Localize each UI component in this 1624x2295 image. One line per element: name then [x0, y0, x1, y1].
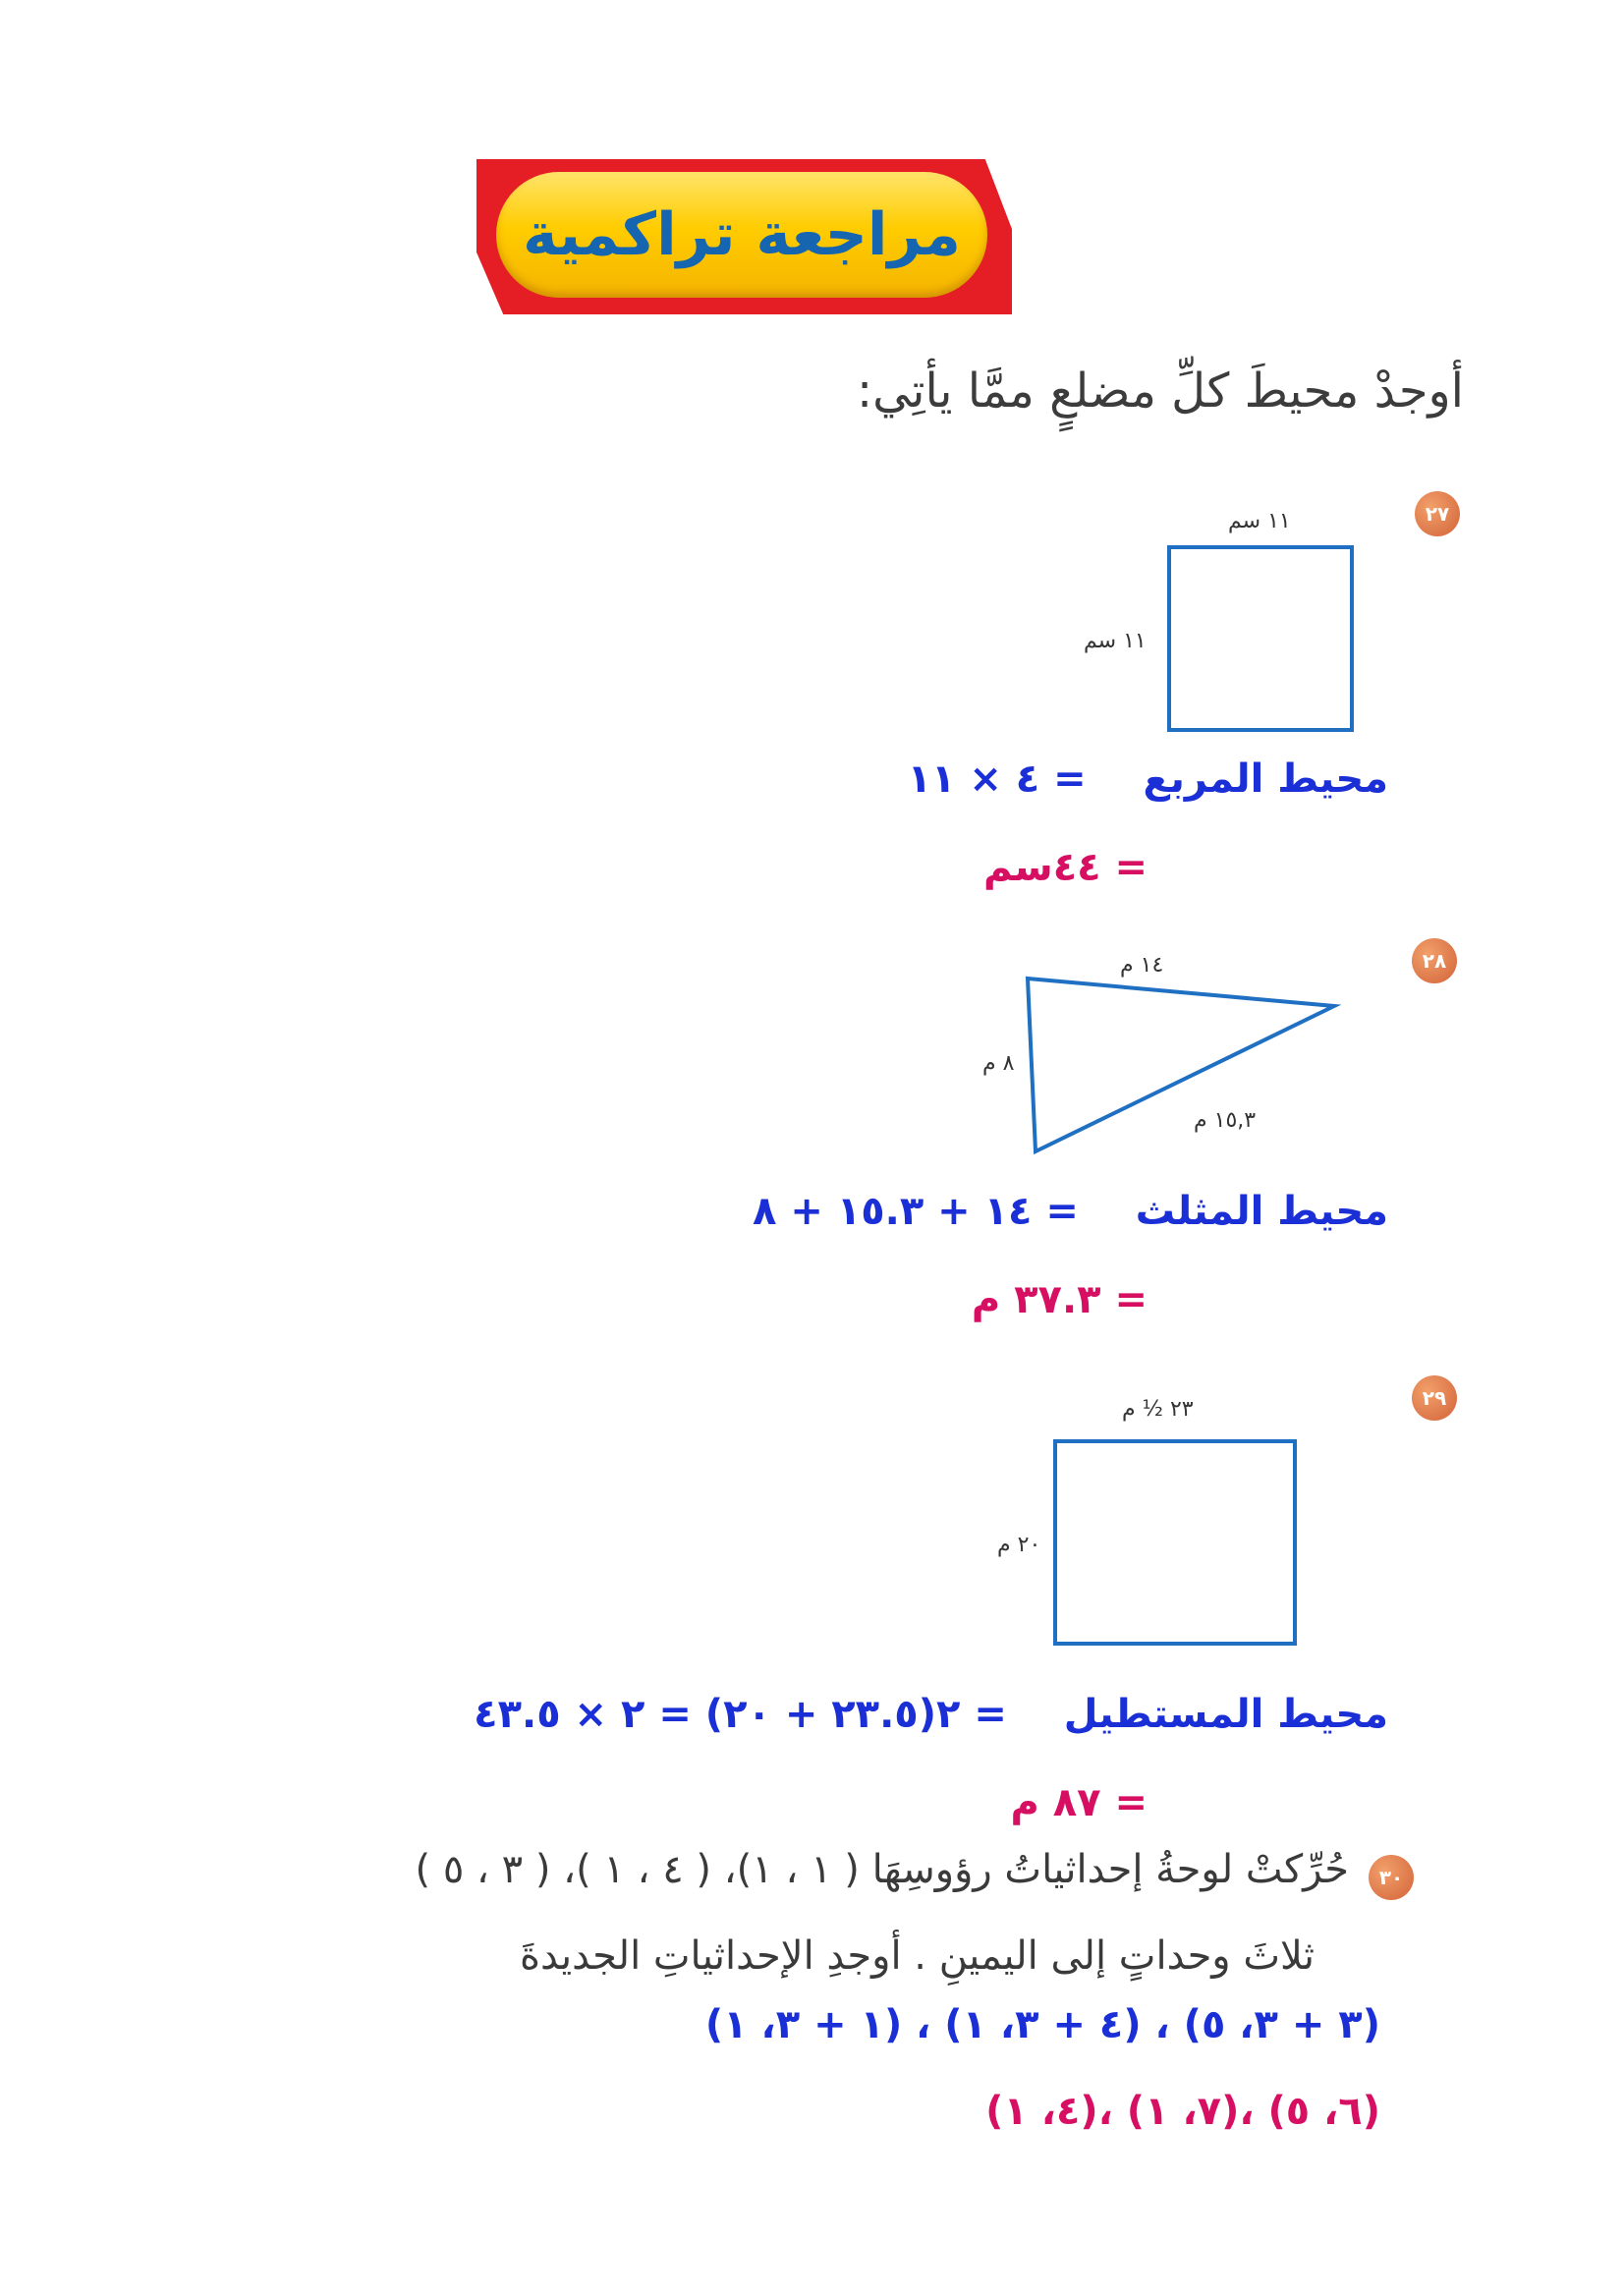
triangle-hypotenuse-label: ١٥,٣ م: [1194, 1108, 1257, 1133]
problem-29-number: ٢٩: [1412, 1375, 1457, 1421]
problem-30-number: ٣٠: [1369, 1855, 1414, 1900]
p29-expression: = ٢(٢٣.٥ + ٢٠) = ٢ × ٤٣.٥: [474, 1692, 1007, 1737]
p27-result: = ٤٤سم: [983, 845, 1148, 890]
square-top-label: ١١ سم: [1228, 509, 1291, 533]
p30-answer-line1: (١ + ٣، ١) ، (٤ + ٣، ١) ، (٣ + ٣، ٥): [704, 2002, 1380, 2047]
instruction-text: أوجدْ محيطَ كلِّ مضلعٍ ممَّا يأتِي:: [857, 364, 1464, 419]
p27-label: محيط المربع: [1143, 756, 1388, 802]
p28-label: محيط المثلث: [1135, 1189, 1388, 1234]
p30-question-line2: ثلاثَ وحداتٍ إلى اليمينِ . أوجدِ الإحداثياتِ الجديدةَ: [519, 1933, 1315, 1979]
square-shape: [1167, 545, 1356, 734]
p29-line1: [474, 1692, 1388, 1737]
p28-line1: [753, 1189, 1388, 1234]
p30-question-line1: حُرِّكتْ لوحةُ إحداثياتُ رؤوسِهَا ( ١ ، ١)، ( ٤ ، ١ )، ( ٣ ، ٥ ): [415, 1847, 1349, 1892]
p27-line1: [908, 756, 1388, 802]
rectangle-shape: [1053, 1439, 1299, 1648]
rectangle-top-label: ٢٣ ½ م: [1122, 1397, 1194, 1422]
p28-result: = ٣٧.٣ م: [971, 1277, 1148, 1322]
triangle-top-label: ١٤ م: [1120, 953, 1164, 978]
problem-27-number: ٢٧: [1415, 491, 1460, 536]
p30-answer-line2: (٤، ١)، (٧، ١)، (٦، ٥): [985, 2089, 1380, 2134]
problem-28-number: ٢٨: [1412, 938, 1457, 983]
rectangle-side-label: ٢٠ م: [997, 1533, 1041, 1557]
triangle-side-label: ٨ م: [982, 1051, 1015, 1076]
p28-expression: = ١٤ + ١٥.٣ + ٨: [753, 1189, 1079, 1234]
p29-result: = ٨٧ م: [1010, 1780, 1148, 1825]
square-side-label: ١١ سم: [1084, 629, 1147, 653]
triangle-shape: [1022, 973, 1346, 1159]
p27-expression: = ٤ × ١١: [907, 756, 1087, 802]
p29-label: محيط المستطيل: [1063, 1692, 1388, 1737]
page-title: مراجعة تراكمية: [523, 200, 961, 269]
